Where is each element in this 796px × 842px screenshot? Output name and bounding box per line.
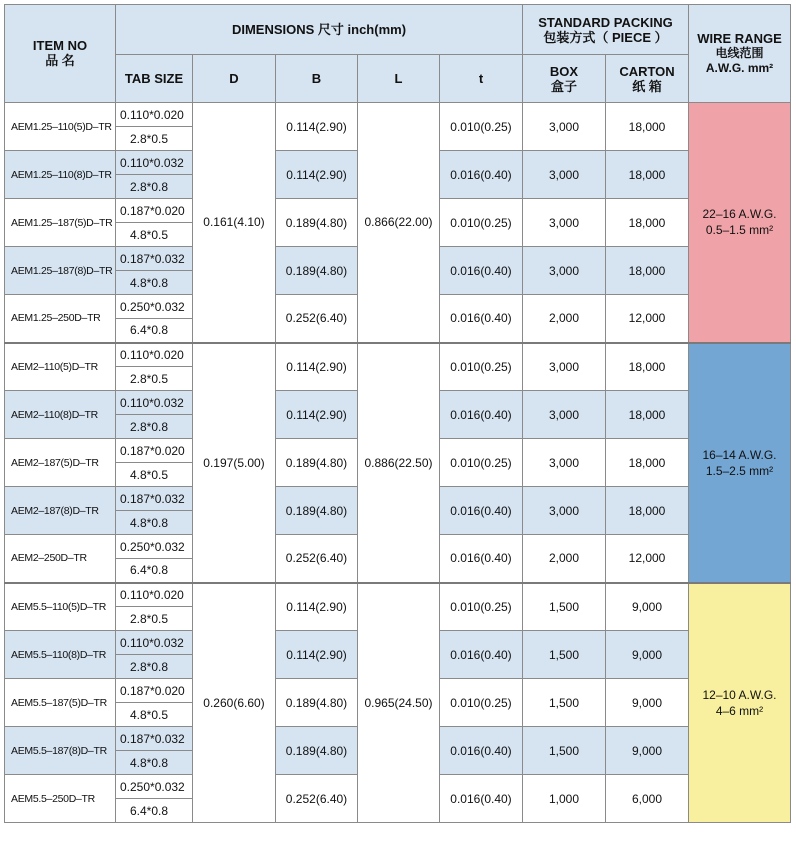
wire-range-cell: 22–16 A.W.G. 0.5–1.5 mm²: [689, 103, 791, 343]
tab-size-inch-cell: 0.187*0.020: [116, 679, 193, 703]
tab-size-mm-cell: 4.8*0.8: [116, 751, 193, 775]
t-cell: 0.016(0.40): [440, 295, 523, 343]
box-cell: 1,500: [523, 679, 606, 727]
t-cell: 0.010(0.25): [440, 103, 523, 151]
b-cell: 0.114(2.90): [276, 343, 358, 391]
b-cell: 0.189(4.80): [276, 247, 358, 295]
box-cell: 2,000: [523, 535, 606, 583]
carton-cell: 18,000: [606, 439, 689, 487]
b-cell: 0.189(4.80): [276, 679, 358, 727]
t-cell: 0.010(0.25): [440, 439, 523, 487]
tab-size-inch-cell: 0.110*0.032: [116, 631, 193, 655]
tab-size-inch-cell: 0.250*0.032: [116, 535, 193, 559]
item-no-cell: AEM1.25–187(5)D–TR: [5, 199, 116, 247]
carton-cell: 9,000: [606, 727, 689, 775]
item-no-cell: AEM1.25–187(8)D–TR: [5, 247, 116, 295]
wire-range-cell: 16–14 A.W.G. 1.5–2.5 mm²: [689, 343, 791, 583]
tab-size-inch-cell: 0.110*0.020: [116, 583, 193, 607]
carton-cell: 9,000: [606, 631, 689, 679]
terminal-spec-table: [4, 4, 791, 823]
carton-cell: 18,000: [606, 247, 689, 295]
box-cell: 3,000: [523, 487, 606, 535]
tab-size-mm-cell: 4.8*0.8: [116, 511, 193, 535]
tab-size-mm-cell: 6.4*0.8: [116, 319, 193, 343]
box-cell: 1,500: [523, 583, 606, 631]
item-no-cell: AEM5.5–187(8)D–TR: [5, 727, 116, 775]
carton-cell: 12,000: [606, 295, 689, 343]
b-cell: 0.114(2.90): [276, 151, 358, 199]
item-no-cell: AEM2–187(8)D–TR: [5, 487, 116, 535]
b-cell: 0.189(4.80): [276, 727, 358, 775]
tab-size-mm-cell: 4.8*0.5: [116, 703, 193, 727]
box-cell: 3,000: [523, 391, 606, 439]
header-standard-packing: STANDARD PACKING 包装方式（ PIECE ）: [523, 5, 689, 55]
carton-cell: 18,000: [606, 391, 689, 439]
carton-cell: 9,000: [606, 583, 689, 631]
tab-size-mm-cell: 2.8*0.5: [116, 367, 193, 391]
item-no-cell: AEM2–110(5)D–TR: [5, 343, 116, 391]
box-cell: 3,000: [523, 247, 606, 295]
item-no-cell: AEM5.5–110(8)D–TR: [5, 631, 116, 679]
carton-cell: 9,000: [606, 679, 689, 727]
d-cell: 0.161(4.10): [193, 103, 276, 343]
l-cell: 0.886(22.50): [358, 343, 440, 583]
item-no-cell: AEM1.25–110(5)D–TR: [5, 103, 116, 151]
box-cell: 1,500: [523, 631, 606, 679]
tab-size-inch-cell: 0.187*0.032: [116, 247, 193, 271]
b-cell: 0.252(6.40): [276, 775, 358, 823]
box-cell: 3,000: [523, 343, 606, 391]
t-cell: 0.016(0.40): [440, 631, 523, 679]
tab-size-mm-cell: 2.8*0.5: [116, 607, 193, 631]
tab-size-mm-cell: 6.4*0.8: [116, 799, 193, 823]
carton-cell: 18,000: [606, 343, 689, 391]
tab-size-mm-cell: 4.8*0.5: [116, 223, 193, 247]
carton-cell: 18,000: [606, 103, 689, 151]
table-row: [5, 103, 791, 127]
carton-cell: 6,000: [606, 775, 689, 823]
b-cell: 0.114(2.90): [276, 583, 358, 631]
item-no-cell: AEM1.25–110(8)D–TR: [5, 151, 116, 199]
b-cell: 0.114(2.90): [276, 391, 358, 439]
tab-size-inch-cell: 0.187*0.032: [116, 727, 193, 751]
tab-size-inch-cell: 0.110*0.020: [116, 103, 193, 127]
header-carton: CARTON 纸 箱: [606, 55, 689, 103]
carton-cell: 12,000: [606, 535, 689, 583]
tab-size-mm-cell: 4.8*0.5: [116, 463, 193, 487]
t-cell: 0.010(0.25): [440, 199, 523, 247]
table-row: [5, 343, 791, 367]
table-row: [5, 583, 791, 607]
b-cell: 0.252(6.40): [276, 535, 358, 583]
item-no-cell: AEM5.5–110(5)D–TR: [5, 583, 116, 631]
tab-size-mm-cell: 6.4*0.8: [116, 559, 193, 583]
b-cell: 0.114(2.90): [276, 631, 358, 679]
tab-size-mm-cell: 2.8*0.8: [116, 655, 193, 679]
t-cell: 0.016(0.40): [440, 727, 523, 775]
tab-size-inch-cell: 0.110*0.020: [116, 343, 193, 367]
box-cell: 3,000: [523, 151, 606, 199]
tab-size-mm-cell: 2.8*0.5: [116, 127, 193, 151]
header-l: L: [358, 55, 440, 103]
header-tab-size: TAB SIZE: [116, 55, 193, 103]
header-t: t: [440, 55, 523, 103]
box-cell: 1,000: [523, 775, 606, 823]
item-no-cell: AEM5.5–250D–TR: [5, 775, 116, 823]
wire-range-cell: 12–10 A.W.G. 4–6 mm²: [689, 583, 791, 823]
tab-size-inch-cell: 0.250*0.032: [116, 775, 193, 799]
box-cell: 1,500: [523, 727, 606, 775]
header-b: B: [276, 55, 358, 103]
tab-size-inch-cell: 0.110*0.032: [116, 391, 193, 415]
header-d: D: [193, 55, 276, 103]
t-cell: 0.016(0.40): [440, 775, 523, 823]
carton-cell: 18,000: [606, 151, 689, 199]
b-cell: 0.189(4.80): [276, 487, 358, 535]
item-no-cell: AEM5.5–187(5)D–TR: [5, 679, 116, 727]
d-cell: 0.260(6.60): [193, 583, 276, 823]
item-no-cell: AEM2–187(5)D–TR: [5, 439, 116, 487]
table-body: [5, 103, 791, 823]
header-wire-range: WIRE RANGE 电线范围 A.W.G. mm²: [689, 5, 791, 103]
tab-size-inch-cell: 0.187*0.020: [116, 439, 193, 463]
tab-size-inch-cell: 0.110*0.032: [116, 151, 193, 175]
item-no-cell: AEM1.25–250D–TR: [5, 295, 116, 343]
t-cell: 0.016(0.40): [440, 535, 523, 583]
t-cell: 0.016(0.40): [440, 247, 523, 295]
t-cell: 0.016(0.40): [440, 487, 523, 535]
b-cell: 0.252(6.40): [276, 295, 358, 343]
t-cell: 0.010(0.25): [440, 583, 523, 631]
item-no-cell: AEM2–250D–TR: [5, 535, 116, 583]
t-cell: 0.010(0.25): [440, 343, 523, 391]
box-cell: 3,000: [523, 103, 606, 151]
b-cell: 0.114(2.90): [276, 103, 358, 151]
header-item-no: ITEM NO 品 名: [5, 5, 116, 103]
t-cell: 0.016(0.40): [440, 391, 523, 439]
t-cell: 0.010(0.25): [440, 679, 523, 727]
l-cell: 0.965(24.50): [358, 583, 440, 823]
item-no-cell: AEM2–110(8)D–TR: [5, 391, 116, 439]
box-cell: 3,000: [523, 439, 606, 487]
header-box: BOX 盒子: [523, 55, 606, 103]
box-cell: 3,000: [523, 199, 606, 247]
tab-size-inch-cell: 0.250*0.032: [116, 295, 193, 319]
carton-cell: 18,000: [606, 199, 689, 247]
l-cell: 0.866(22.00): [358, 103, 440, 343]
tab-size-inch-cell: 0.187*0.032: [116, 487, 193, 511]
t-cell: 0.016(0.40): [440, 151, 523, 199]
box-cell: 2,000: [523, 295, 606, 343]
b-cell: 0.189(4.80): [276, 199, 358, 247]
tab-size-inch-cell: 0.187*0.020: [116, 199, 193, 223]
d-cell: 0.197(5.00): [193, 343, 276, 583]
b-cell: 0.189(4.80): [276, 439, 358, 487]
tab-size-mm-cell: 4.8*0.8: [116, 271, 193, 295]
tab-size-mm-cell: 2.8*0.8: [116, 175, 193, 199]
header-dimensions: DIMENSIONS 尺寸 inch(mm): [116, 5, 523, 55]
tab-size-mm-cell: 2.8*0.8: [116, 415, 193, 439]
carton-cell: 18,000: [606, 487, 689, 535]
